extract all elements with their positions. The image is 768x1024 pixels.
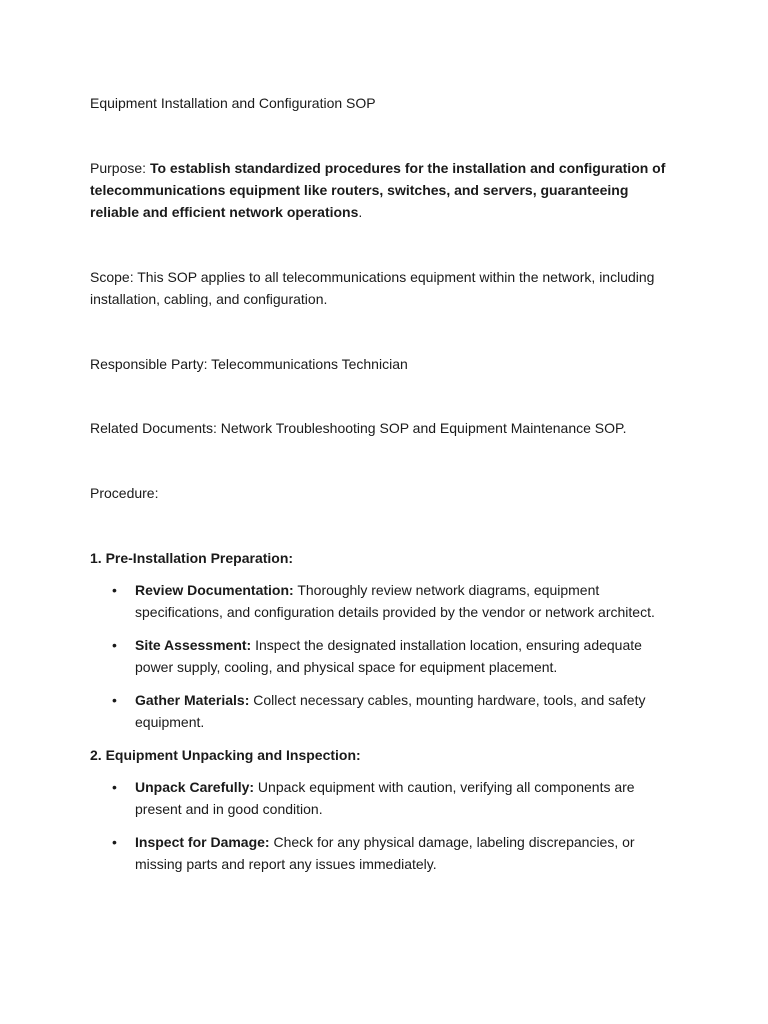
list-item bbox=[90, 689, 680, 733]
item-text: Inspect the designated installation location, ensuring adequate power supply, cooling, and physical space for equipment placement. bbox=[135, 637, 642, 675]
document-title: Equipment Installation and Configuration SOP bbox=[90, 95, 376, 111]
item-term: Unpack Carefully: bbox=[135, 779, 255, 795]
document-content bbox=[90, 92, 680, 875]
list-item bbox=[90, 776, 680, 820]
procedure-label: Procedure: bbox=[90, 485, 159, 501]
purpose-paragraph bbox=[90, 157, 680, 223]
list-item bbox=[90, 634, 680, 678]
scope-paragraph: Scope: This SOP applies to all telecommunications equipment within the network, including installation, cabling, and configuration. bbox=[90, 269, 655, 307]
purpose-trailing: . bbox=[358, 204, 363, 220]
item-text: Unpack equipment with caution, verifying all components are present and in good condition. bbox=[135, 779, 635, 817]
section-heading: 2. Equipment Unpacking and Inspection: bbox=[90, 747, 361, 763]
purpose-text: To establish standardized procedures for the installation and configuration of telecommunications equipment like routers, switches, and servers, guaranteeing reliable and efficient network operations bbox=[90, 160, 666, 220]
item-term: Review Documentation: bbox=[135, 582, 294, 598]
related-documents: Related Documents: Network Troubleshooting SOP and Equipment Maintenance SOP. bbox=[90, 420, 627, 436]
section-list bbox=[90, 579, 680, 733]
bullet-icon: • bbox=[112, 582, 117, 598]
item-text: Check for any physical damage, labeling discrepancies, or missing parts and report any issues immediately. bbox=[135, 834, 635, 872]
item-term: Gather Materials: bbox=[135, 692, 250, 708]
responsible-party: Responsible Party: Telecommunications Technician bbox=[90, 356, 408, 372]
section-list bbox=[90, 776, 680, 875]
purpose-label: Purpose: bbox=[90, 160, 150, 176]
bullet-icon: • bbox=[112, 834, 117, 850]
item-text: Collect necessary cables, mounting hardware, tools, and safety equipment. bbox=[135, 692, 646, 730]
list-item bbox=[90, 579, 680, 623]
bullet-icon: • bbox=[112, 692, 117, 708]
item-term: Site Assessment: bbox=[135, 637, 252, 653]
list-item bbox=[90, 831, 680, 875]
item-text: Thoroughly review network diagrams, equipment specifications, and configuration details provided by the vendor or network architect. bbox=[135, 582, 655, 620]
bullet-icon: • bbox=[112, 637, 117, 653]
bullet-icon: • bbox=[112, 779, 117, 795]
item-term: Inspect for Damage: bbox=[135, 834, 270, 850]
section-heading: 1. Pre-Installation Preparation: bbox=[90, 550, 294, 566]
